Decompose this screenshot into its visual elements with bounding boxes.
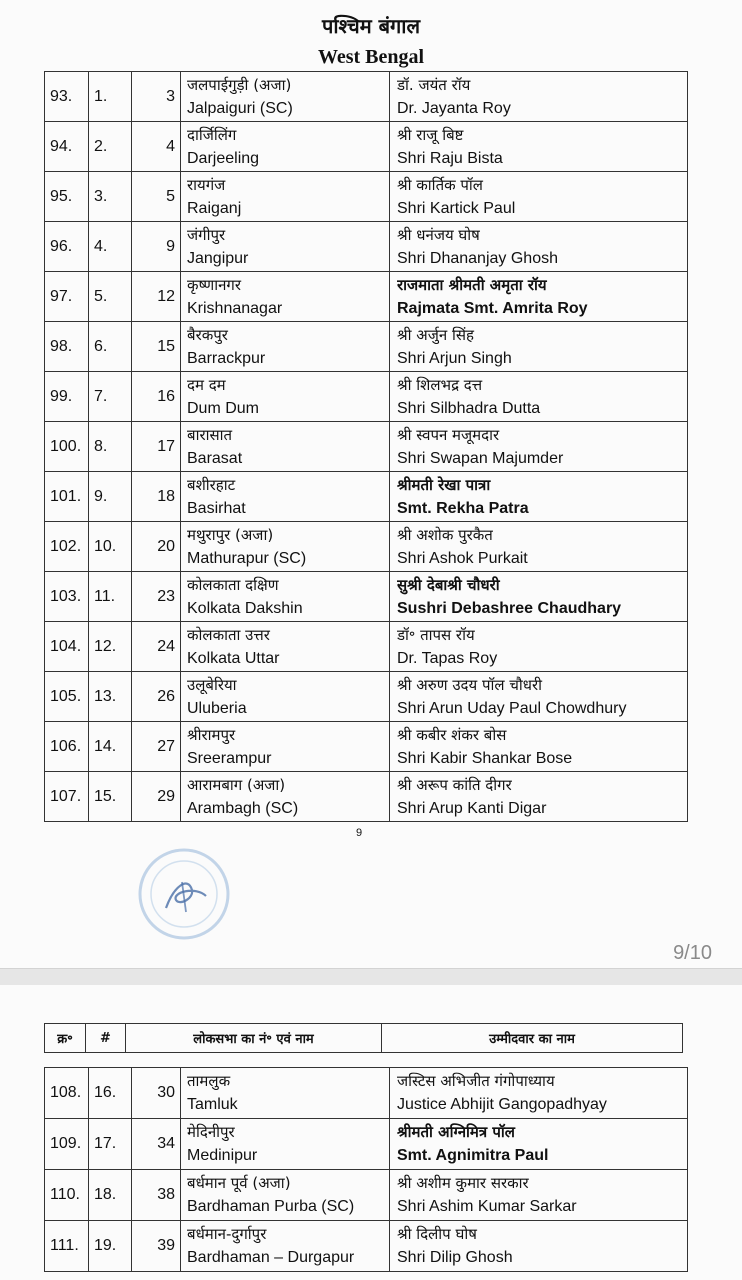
constituency-name-hindi: मथुरापुर (अजा) <box>187 525 274 544</box>
header-serial: क्र॰ <box>45 1024 86 1053</box>
candidate-cell <box>390 122 688 172</box>
constituency-name-hindi: कोलकाता उत्तर <box>187 625 270 644</box>
candidate-cell <box>390 1170 688 1221</box>
cell-no: 11. <box>89 572 132 622</box>
constituency-name-english: Basirhat <box>187 499 246 517</box>
cell-no: 16. <box>89 1068 132 1119</box>
candidate-name-hindi: श्री राजू बिष्ट <box>397 125 464 144</box>
candidate-name-hindi: राजमाता श्रीमती अमृता रॉय <box>397 275 547 294</box>
table-row <box>45 1221 688 1272</box>
cell-no: 3. <box>89 172 132 222</box>
table-row <box>45 372 688 422</box>
table-header <box>44 1023 683 1053</box>
candidate-name-english: Shri Kartick Paul <box>397 199 516 217</box>
constituency-name-hindi: बर्धमान-दुर्गापुर <box>187 1225 267 1243</box>
constituency-cell <box>181 1170 390 1221</box>
constituency-name-hindi: मेदिनीपुर <box>187 1123 235 1141</box>
candidate-cell <box>390 422 688 472</box>
cell-pc: 3 <box>132 72 181 122</box>
candidate-name-hindi: श्री अर्जुन सिंह <box>397 325 474 344</box>
constituency-name-hindi: आरामबाग (अजा) <box>187 775 286 794</box>
cell-sl: 103. <box>45 572 89 622</box>
constituency-cell <box>181 472 390 522</box>
candidate-cell <box>390 672 688 722</box>
constituency-cell <box>181 572 390 622</box>
constituency-name-hindi: बैरकपुर <box>187 325 228 344</box>
table-row <box>45 72 688 122</box>
constituency-name-english: Arambagh (SC) <box>187 799 299 817</box>
candidate-cell <box>390 1119 688 1170</box>
table-row <box>45 1170 688 1221</box>
cell-no: 5. <box>89 272 132 322</box>
candidate-name-hindi: सुश्री देबाश्री चौधरी <box>397 575 500 594</box>
cell-no: 18. <box>89 1170 132 1221</box>
candidate-name-english: Smt. Rekha Patra <box>397 499 529 517</box>
table-row <box>45 322 688 372</box>
constituency-name-hindi: तामलुक <box>187 1072 231 1090</box>
cell-no: 2. <box>89 122 132 172</box>
candidate-cell <box>390 722 688 772</box>
candidate-name-english: Shri Arun Uday Paul Chowdhury <box>397 699 627 717</box>
candidate-name-english: Shri Swapan Majumder <box>397 449 564 467</box>
candidate-cell <box>390 1221 688 1272</box>
constituency-cell <box>181 672 390 722</box>
constituency-name-english: Jalpaiguri (SC) <box>187 99 293 117</box>
constituency-cell <box>181 72 390 122</box>
constituency-name-hindi: दार्जिलिंग <box>187 125 237 144</box>
cell-sl: 111. <box>45 1221 89 1272</box>
cell-no: 7. <box>89 372 132 422</box>
constituency-cell <box>181 1221 390 1272</box>
constituency-name-hindi: बारासात <box>187 425 233 444</box>
constituency-cell <box>181 622 390 672</box>
cell-pc: 5 <box>132 172 181 222</box>
constituency-cell <box>181 422 390 472</box>
table-row <box>45 1068 688 1119</box>
cell-sl: 106. <box>45 722 89 772</box>
candidate-name-english: Shri Arjun Singh <box>397 349 512 367</box>
constituency-name-english: Raiganj <box>187 199 242 217</box>
cell-pc: 18 <box>132 472 181 522</box>
constituency-name-english: Krishnanagar <box>187 299 283 317</box>
cell-pc: 23 <box>132 572 181 622</box>
constituency-name-english: Barrackpur <box>187 349 266 367</box>
cell-sl: 108. <box>45 1068 89 1119</box>
cell-no: 13. <box>89 672 132 722</box>
cell-no: 1. <box>89 72 132 122</box>
constituency-name-hindi: रायगंज <box>187 175 226 194</box>
cell-sl: 104. <box>45 622 89 672</box>
table-row <box>45 172 688 222</box>
constituency-name-hindi: जंगीपुर <box>187 225 226 244</box>
candidate-name-hindi: डॉ. जयंत रॉय <box>397 75 471 94</box>
constituency-cell <box>181 122 390 172</box>
constituency-cell <box>181 722 390 772</box>
constituency-name-hindi: बर्धमान पूर्व (अजा) <box>187 1174 291 1192</box>
cell-pc: 17 <box>132 422 181 472</box>
cell-sl: 102. <box>45 522 89 572</box>
cell-sl: 97. <box>45 272 89 322</box>
cell-pc: 39 <box>132 1221 181 1272</box>
constituency-name-english: Mathurapur (SC) <box>187 549 307 567</box>
candidate-cell <box>390 372 688 422</box>
candidate-cell <box>390 322 688 372</box>
candidate-cell <box>390 522 688 572</box>
page-number: 9 <box>356 827 363 839</box>
official-seal-stamp <box>136 846 232 942</box>
cell-sl: 101. <box>45 472 89 522</box>
constituency-cell <box>181 522 390 572</box>
cell-sl: 109. <box>45 1119 89 1170</box>
candidate-name-english: Justice Abhijit Gangopadhyay <box>397 1096 607 1113</box>
constituency-name-hindi: उलूबेरिया <box>187 675 237 694</box>
cell-pc: 29 <box>132 772 181 822</box>
constituency-cell <box>181 222 390 272</box>
candidate-name-hindi: श्री अरुण उदय पॉल चौधरी <box>397 675 542 694</box>
page-separator <box>0 968 742 986</box>
candidate-name-hindi: श्रीमती रेखा पात्रा <box>397 475 491 494</box>
document-page-10 <box>0 985 742 1280</box>
candidate-name-hindi: श्री कार्तिक पॉल <box>397 175 483 194</box>
candidate-name-english: Shri Arup Kanti Digar <box>397 799 547 817</box>
candidate-name-hindi: श्री दिलीप घोष <box>397 1225 477 1243</box>
constituency-cell <box>181 772 390 822</box>
cell-pc: 16 <box>132 372 181 422</box>
constituency-name-english: Bardhaman Purba (SC) <box>187 1198 355 1215</box>
table-row <box>45 422 688 472</box>
constituency-cell <box>181 172 390 222</box>
candidate-name-hindi: श्री अशोक पुरकैत <box>397 525 493 544</box>
candidate-cell <box>390 1068 688 1119</box>
table-row <box>45 522 688 572</box>
cell-sl: 94. <box>45 122 89 172</box>
table-row <box>45 122 688 172</box>
cell-no: 14. <box>89 722 132 772</box>
candidate-cell <box>390 772 688 822</box>
table-row <box>45 472 688 522</box>
candidate-name-english: Shri Raju Bista <box>397 149 503 167</box>
constituency-name-english: Sreerampur <box>187 749 272 767</box>
candidate-name-hindi: श्री स्वपन मजूमदार <box>397 425 500 444</box>
candidate-name-english: Shri Dilip Ghosh <box>397 1249 513 1266</box>
candidate-name-english: Shri Ashok Purkait <box>397 549 528 567</box>
candidate-name-hindi: श्री शिलभद्र दत्त <box>397 375 483 394</box>
candidate-name-english: Shri Silbhadra Dutta <box>397 399 541 417</box>
cell-no: 6. <box>89 322 132 372</box>
candidate-name-english: Shri Kabir Shankar Bose <box>397 749 573 767</box>
cell-pc: 9 <box>132 222 181 272</box>
constituency-cell <box>181 1068 390 1119</box>
candidate-name-english: Sushri Debashree Chaudhary <box>397 599 622 617</box>
candidate-name-english: Dr. Jayanta Roy <box>397 99 511 117</box>
candidate-name-hindi: श्री धनंजय घोष <box>397 225 480 244</box>
candidate-name-hindi: श्री अरूप कांति दीगर <box>397 775 512 794</box>
candidate-cell <box>390 72 688 122</box>
cell-no: 9. <box>89 472 132 522</box>
cell-pc: 30 <box>132 1068 181 1119</box>
candidate-name-english: Shri Ashim Kumar Sarkar <box>397 1198 577 1215</box>
cell-pc: 34 <box>132 1119 181 1170</box>
constituency-name-english: Kolkata Dakshin <box>187 599 303 617</box>
cell-pc: 26 <box>132 672 181 722</box>
cell-no: 8. <box>89 422 132 472</box>
header-constituency: लोकसभा का नं॰ एवं नाम <box>126 1024 382 1053</box>
candidate-name-hindi: श्री कबीर शंकर बोस <box>397 725 507 744</box>
cell-no: 17. <box>89 1119 132 1170</box>
cell-sl: 100. <box>45 422 89 472</box>
cell-sl: 96. <box>45 222 89 272</box>
candidate-table-page10 <box>44 1067 688 1272</box>
cell-pc: 4 <box>132 122 181 172</box>
cell-pc: 15 <box>132 322 181 372</box>
constituency-name-hindi: जलपाईगुड़ी (अजा) <box>187 75 292 94</box>
cell-no: 12. <box>89 622 132 672</box>
candidate-name-english: Shri Dhananjay Ghosh <box>397 249 558 267</box>
candidate-cell <box>390 172 688 222</box>
cell-no: 4. <box>89 222 132 272</box>
cell-pc: 20 <box>132 522 181 572</box>
candidate-name-hindi: जस्टिस अभिजीत गंगोपाध्याय <box>397 1072 555 1090</box>
cell-sl: 98. <box>45 322 89 372</box>
table-row <box>45 772 688 822</box>
candidate-name-hindi: श्रीमती अग्निमित्र पॉल <box>397 1123 515 1141</box>
candidate-name-english: Rajmata Smt. Amrita Roy <box>397 299 588 317</box>
constituency-name-hindi: बशीरहाट <box>187 475 236 494</box>
table-row <box>45 722 688 772</box>
constituency-cell <box>181 272 390 322</box>
constituency-name-english: Barasat <box>187 449 243 467</box>
candidate-cell <box>390 222 688 272</box>
cell-sl: 110. <box>45 1170 89 1221</box>
cell-pc: 27 <box>132 722 181 772</box>
candidate-cell <box>390 622 688 672</box>
constituency-cell <box>181 1119 390 1170</box>
constituency-name-english: Tamluk <box>187 1096 238 1113</box>
header-candidate: उम्मीदवार का नाम <box>382 1024 683 1053</box>
constituency-name-english: Darjeeling <box>187 149 260 167</box>
constituency-name-english: Dum Dum <box>187 399 260 417</box>
table-row <box>45 622 688 672</box>
candidate-cell <box>390 272 688 322</box>
constituency-cell <box>181 372 390 422</box>
cell-no: 10. <box>89 522 132 572</box>
table-row <box>45 672 688 722</box>
cell-no: 15. <box>89 772 132 822</box>
table-row <box>45 222 688 272</box>
cell-sl: 93. <box>45 72 89 122</box>
candidate-name-hindi: श्री अशीम कुमार सरकार <box>397 1174 529 1192</box>
candidate-name-english: Smt. Agnimitra Paul <box>397 1147 549 1164</box>
table-row <box>45 1119 688 1170</box>
cell-pc: 38 <box>132 1170 181 1221</box>
constituency-name-hindi: कृष्णानगर <box>187 275 241 294</box>
candidate-name-english: Dr. Tapas Roy <box>397 649 498 667</box>
cell-sl: 95. <box>45 172 89 222</box>
constituency-name-english: Bardhaman – Durgapur <box>187 1249 355 1266</box>
cell-sl: 99. <box>45 372 89 422</box>
state-title-english: West Bengal <box>317 46 425 68</box>
state-title-hindi: पश्चिम बंगाल <box>321 14 421 38</box>
candidate-table-page9 <box>44 71 688 822</box>
constituency-name-hindi: श्रीरामपुर <box>187 725 236 744</box>
cell-no: 19. <box>89 1221 132 1272</box>
table-row <box>45 572 688 622</box>
candidate-cell <box>390 472 688 522</box>
constituency-name-english: Uluberia <box>187 699 247 717</box>
constituency-cell <box>181 322 390 372</box>
table-row <box>45 272 688 322</box>
cell-sl: 105. <box>45 672 89 722</box>
candidate-cell <box>390 572 688 622</box>
constituency-name-hindi: दम दम <box>187 375 226 394</box>
constituency-name-english: Medinipur <box>187 1147 258 1164</box>
page-counter: 9/10 <box>673 942 712 964</box>
constituency-name-english: Jangipur <box>187 249 249 267</box>
constituency-name-hindi: कोलकाता दक्षिण <box>187 575 279 594</box>
cell-sl: 107. <box>45 772 89 822</box>
cell-pc: 24 <box>132 622 181 672</box>
candidate-name-hindi: डॉ॰ तापस रॉय <box>397 625 475 644</box>
constituency-name-english: Kolkata Uttar <box>187 649 280 667</box>
cell-pc: 12 <box>132 272 181 322</box>
header-number: # <box>86 1024 126 1053</box>
